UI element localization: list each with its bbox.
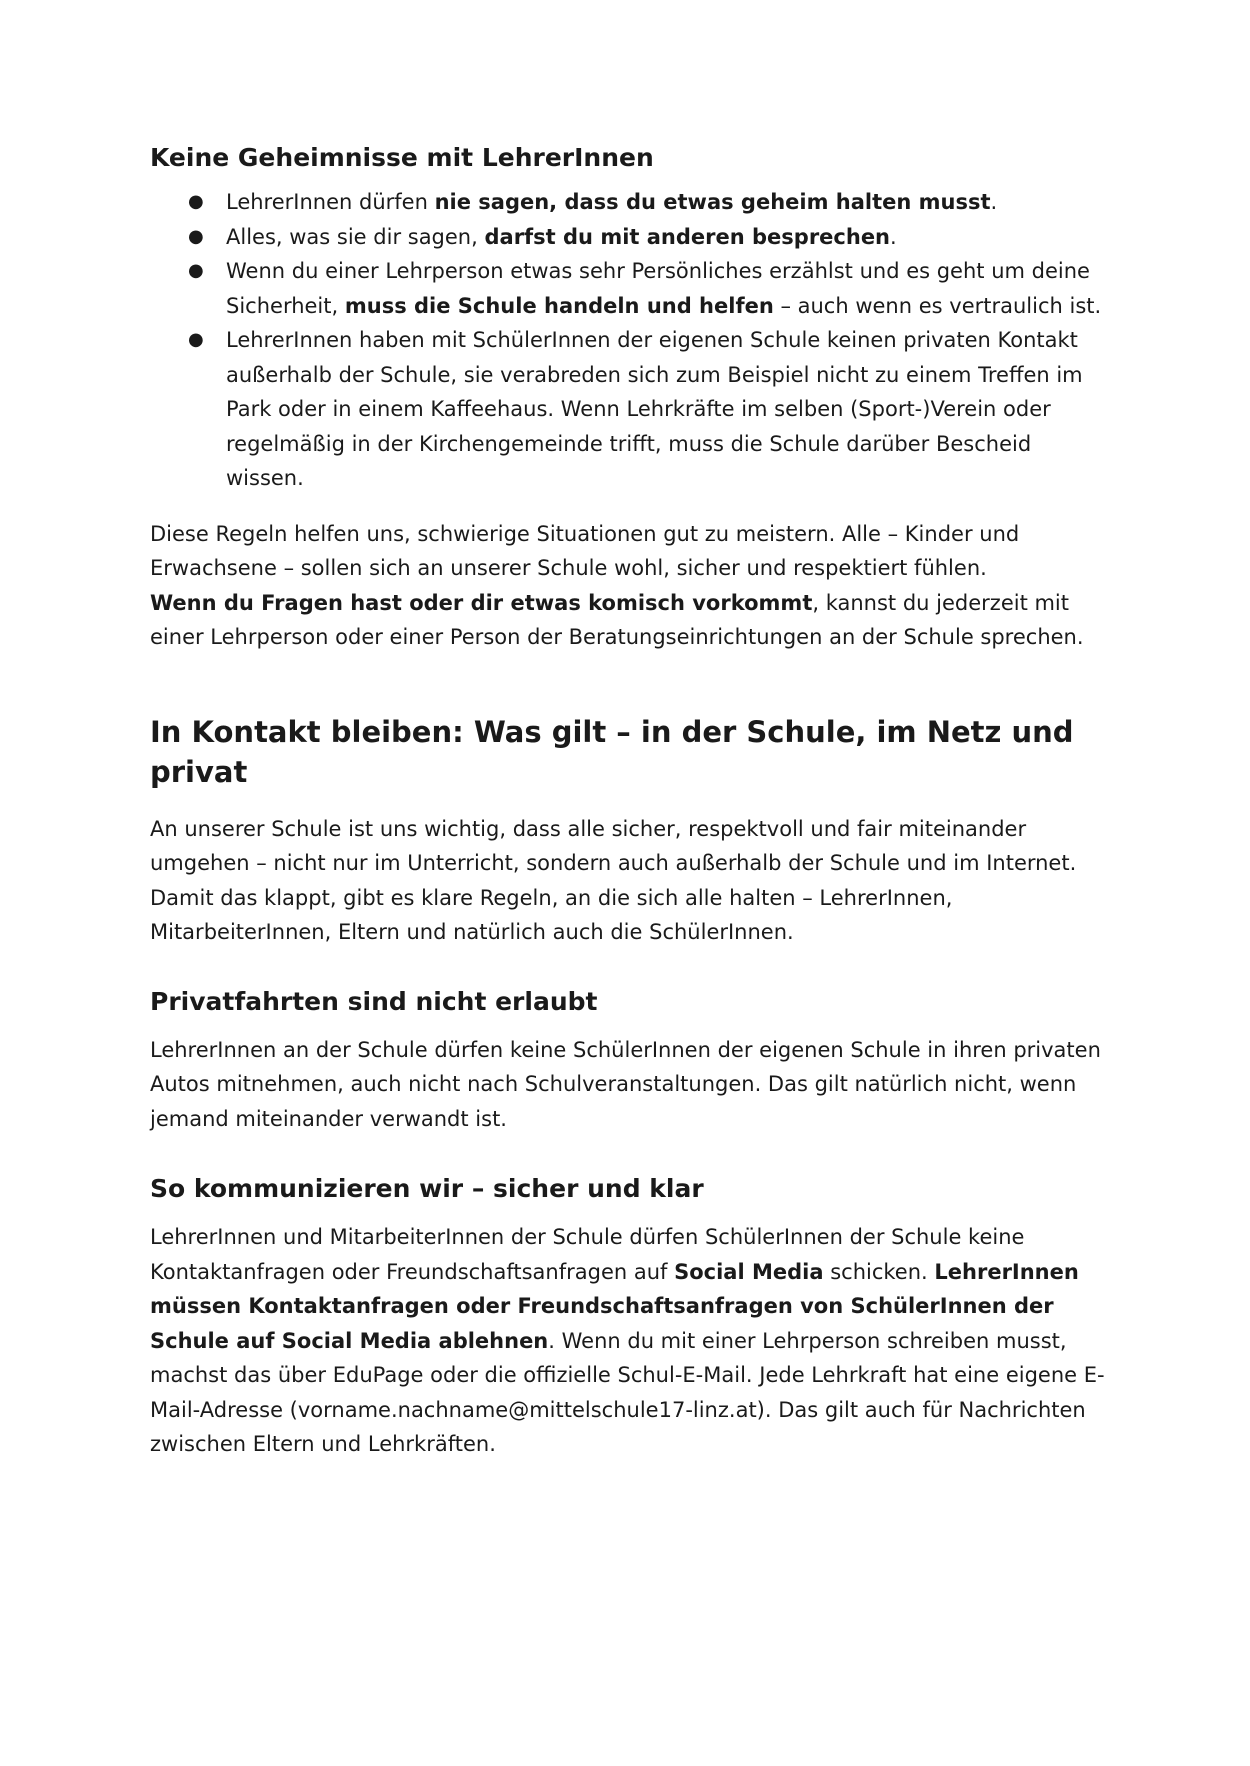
bold-run: LehrerInnen müssen Kontaktanfragen oder Freundschaftsanfragen von SchülerInnen der Schule auf Social Media ablehnen: [150, 1259, 1079, 1353]
bold-run: muss die Schule handeln und helfen: [344, 293, 774, 318]
list-item: [150, 185, 1110, 220]
heading-private-rides: Privatfahrten sind nicht erlaubt: [150, 986, 598, 1016]
bullet-icon: ●: [188, 260, 204, 281]
list-item: [150, 220, 1110, 255]
text-run: Wenn du einer Lehrperson etwas sehr Persönliches erzählst und es geht um deine Sicherheit,: [226, 259, 1090, 318]
bold-run: nie sagen, dass du etwas geheim halten musst: [434, 190, 991, 214]
heading-communication: So kommunizieren wir – sicher und klar: [150, 1174, 704, 1203]
text-run: LehrerInnen haben mit SchülerInnen der eigenen Schule keinen privaten Kontakt außerhalb der Schule, sie verabreden sich zum Beispiel nicht zu einem Treffen im Park oder in einem Kaffeehaus. Wenn Lehrkräfte im selben (Sport-)Verein oder regelmäßig in der Kirchengemeinde trifft, muss die Schule darüber Bescheid wissen.: [226, 328, 1083, 490]
text-run: .: [890, 224, 897, 249]
bold-run: Social Media: [674, 1259, 824, 1284]
secrets-bullet-list: [150, 185, 1110, 496]
text-run: schicken.: [823, 1259, 935, 1284]
bold-run: darfst du mit anderen besprechen: [484, 224, 891, 249]
text-run: LehrerInnen und MitarbeiterInnen der Schule dürfen SchülerInnen der Schule keine Kontaktanfragen oder Freundschaftsanfragen auf: [150, 1225, 1025, 1284]
bullet-icon: ●: [188, 329, 204, 350]
bullet-icon: ●: [188, 225, 204, 247]
text-run: .: [990, 190, 998, 214]
text-run: LehrerInnen dürfen: [226, 190, 435, 214]
list-item: [150, 323, 1110, 496]
text-run: . Wenn du mit einer Lehrperson schreiben musst, machst das über EduPage oder die offizielle Schul-E-Mail. Jede Lehrkraft hat eine eigene E-Mail-Adresse (vorname.nachname@mittelschule17-linz.at). Das gilt auch für Nachrichten zwischen Eltern und Lehrkräften.: [150, 1328, 1105, 1456]
rides-paragraph: LehrerInnen an der Schule dürfen keine SchülerInnen der eigenen Schule in ihren privaten Autos mitnehmen, auch nicht nach Schulveranstaltungen. Das gilt natürlich nicht, wenn jemand miteinander verwandt ist.: [150, 1037, 1101, 1131]
bold-run: Wenn du Fragen hast oder dir etwas komisch vorkommt: [150, 590, 813, 615]
text-run: , kannst du jederzeit mit einer Lehrperson oder einer Person der Beratungseinrichtungen an der Schule sprechen.: [150, 590, 1084, 649]
rules-paragraph: [150, 517, 1110, 655]
heading-no-secrets: Keine Geheimnisse mit LehrerInnen: [150, 143, 654, 172]
document-page: [150, 140, 1110, 1462]
text-run: Diese Regeln helfen uns, schwierige Situationen gut zu meistern. Alle – Kinder und Erwachsene – sollen sich an unserer Schule wohl, sicher und respektiert fühlen.: [150, 521, 1020, 580]
list-item: [150, 254, 1110, 323]
contact-paragraph: An unserer Schule ist uns wichtig, dass alle sicher, respektvoll und fair miteinander umgehen – nicht nur im Unterricht, sondern auch außerhalb der Schule und im Internet. Damit das klappt, gibt es klare Regeln, an die sich alle halten – LehrerInnen, MitarbeiterInnen, Eltern und natürlich auch die SchülerInnen.: [150, 816, 1077, 944]
heading-stay-in-contact: In Kontakt bleiben: Was gilt – in der Schule, im Netz und privat: [150, 714, 1074, 789]
text-run: Alles, was sie dir sagen,: [226, 224, 485, 249]
bullet-icon: ●: [188, 191, 204, 212]
text-run: – auch wenn es vertraulich ist.: [773, 293, 1102, 318]
communication-paragraph: [150, 1220, 1110, 1462]
